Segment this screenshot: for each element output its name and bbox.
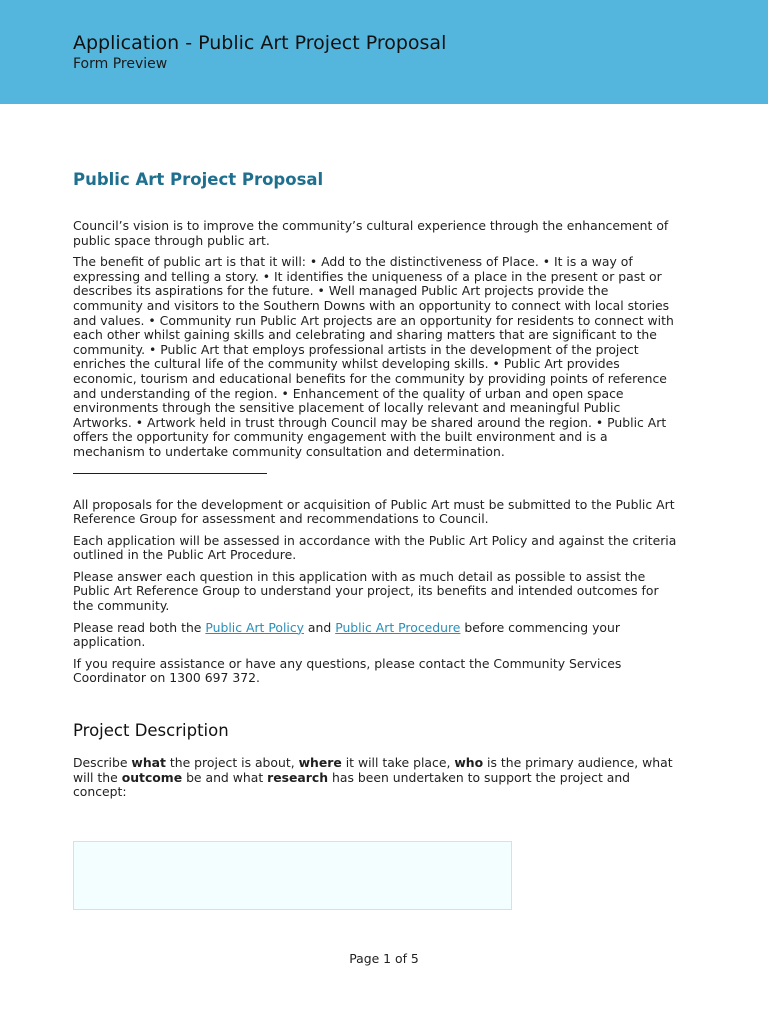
prompt-bold: outcome [121, 769, 183, 785]
prompt-text: be and what [182, 769, 268, 785]
submission-paragraph: All proposals for the development or acquisition of Public Art must be submitted to the Public Art Reference Group for assessment and recommendations to Council. [73, 496, 675, 527]
header-banner [0, 0, 768, 104]
prompt-text: has been undertaken to support the project and concept: [73, 769, 631, 800]
public-art-policy-link[interactable]: Public Art Policy [205, 619, 304, 635]
page-subtitle: Form Preview [73, 56, 168, 72]
read-documents-paragraph [73, 621, 679, 650]
read-suffix: before commencing your application. [73, 619, 620, 650]
vision-paragraph: Council’s vision is to improve the community’s cultural experience through the enhancement of public space through public art. [73, 218, 669, 248]
project-description-title: Project Description [73, 721, 229, 741]
prompt-bold: where [298, 755, 342, 771]
assistance-paragraph: If you require assistance or have any questions, please contact the Community Services Coordinator on 1300 697 372. [73, 655, 622, 686]
section-title: Public Art Project Proposal [73, 170, 324, 189]
page-indicator: Page 1 of 5 [349, 951, 419, 966]
benefits-paragraph: The benefit of public art is that it will: • Add to the distinctiveness of Place. • It is a way of expressing and telling a story. • It identifies the uniqueness of a place in the present or past or describes its aspirations for the future. • Well managed Public Art projects provide the community and visitors to the Southern Downs with an opportunity to connect with local stories and values. • Community run Public Art projects are an opportunity for residents to connect with each other whilst gaining skills and celebrating and sharing matters that are significant to the community. • Public Art that employs professional artists in the development of the project enriches the cultural life of the community whilst developing skills. • Public Art provides economic, tourism and educational benefits for the community by providing points of reference and understanding of the region. • Enhancement of the quality of urban and open space environments through the sensitive placement of locally relevant and meaningful Public Artworks. • Artwork held in trust through Council may be shared around the region. • Public Art offers the opportunity for community engagement with the built environment and is a mechanism to undertake community consultation and determination. [73, 254, 674, 459]
public-art-procedure-link[interactable]: Public Art Procedure [335, 619, 461, 635]
form-content [73, 168, 679, 800]
read-and: and [303, 619, 336, 635]
read-prefix: Please read both the [73, 619, 206, 635]
page-title: Application - Public Art Project Proposal [73, 32, 447, 54]
prompt-text: Describe [73, 755, 132, 771]
assessment-paragraph: Each application will be assessed in accordance with the Public Art Policy and against the criteria outlined in the Public Art Procedure. [73, 532, 677, 563]
prompt-bold: who [454, 755, 484, 771]
divider [73, 473, 267, 474]
prompt-text: is the primary audience, what will the [73, 755, 673, 785]
project-description-answer-box[interactable] [73, 841, 512, 910]
detail-paragraph: Please answer each question in this application with as much detail as possible to assist the Public Art Reference Group to understand your project, its benefits and intended outcomes for the community. [73, 568, 659, 614]
prompt-bold: what [131, 755, 166, 771]
project-description-prompt [73, 756, 679, 800]
prompt-text: it will take place, [341, 755, 455, 771]
prompt-text: the project is about, [165, 755, 299, 771]
prompt-bold: research [267, 769, 329, 785]
